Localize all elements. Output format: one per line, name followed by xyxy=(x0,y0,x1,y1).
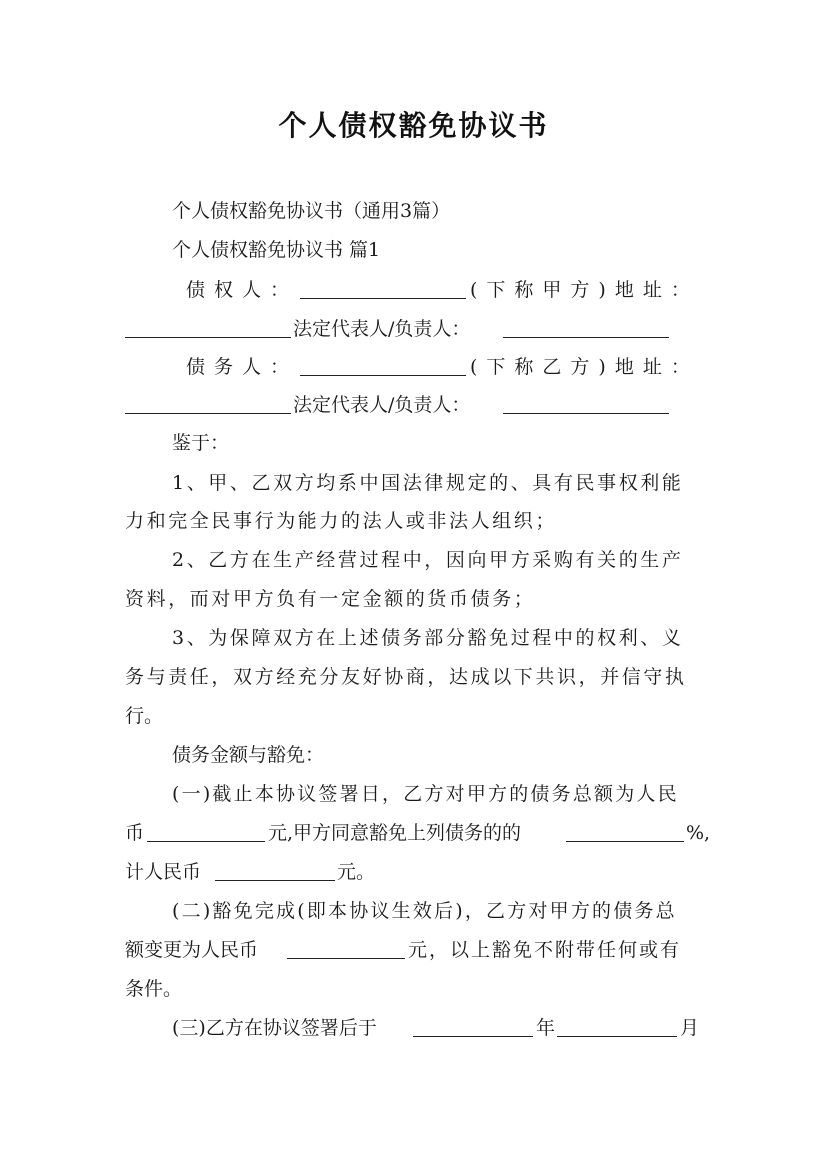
creditor-legal-rep-blank xyxy=(503,320,669,338)
item-1-line-1: (一)截止本协议签署日，乙方对甲方的债务总额为人民 xyxy=(172,783,679,805)
item-3-month-blank xyxy=(557,1019,677,1037)
item-3-year-blank xyxy=(413,1019,533,1037)
clause-3-line-2: 务与责任，双方经充分友好协商，达成以下共识，并信守执 xyxy=(125,666,687,688)
whereas-heading: 鉴于： xyxy=(172,432,230,454)
item-1-percent-sign: %, xyxy=(686,822,711,844)
item-1-prefix: 币 xyxy=(125,822,145,844)
item-1-mid: 元,甲方同意豁免上列债务的的 xyxy=(268,822,522,844)
debt-heading: 债务金额与豁免： xyxy=(172,744,325,766)
item-3-prefix: (三)乙方在协议签署后于 xyxy=(172,1017,377,1039)
clause-2-line-2: 资料，而对甲方负有一定金额的货币债务； xyxy=(125,588,536,610)
clause-1-line-2: 力和完全民事行为能力的法人或非法人组织； xyxy=(125,510,558,532)
clause-1-line-1: 1、甲、乙双方均系中国法律规定的、具有民事权利能 xyxy=(172,472,684,494)
item-3-year-label: 年 xyxy=(536,1017,556,1039)
creditor-label: 债权人： xyxy=(186,279,299,301)
item-1-percentage-blank xyxy=(566,824,684,842)
debtor-suffix: (下称乙方)地址： xyxy=(470,356,699,378)
creditor-address-blank xyxy=(125,320,291,338)
debtor-address-blank xyxy=(125,396,291,414)
debtor-legal-rep-blank xyxy=(503,396,669,414)
debtor-legal-rep-label: 法定代表人/负责人： xyxy=(293,394,471,416)
item-2-line-3: 条件。 xyxy=(125,978,183,1000)
debtor-line xyxy=(186,358,298,377)
item-1-line-3-prefix: 计人民币 xyxy=(125,861,202,883)
item-2-line-1: (二)豁免完成(即本协议生效后)，乙方对甲方的债务总 xyxy=(172,900,677,922)
item-1-line-3-suffix: 元。 xyxy=(337,861,376,883)
document-title: 个人债权豁免协议书 xyxy=(278,109,549,142)
item-1-total-amount-blank xyxy=(147,824,265,842)
creditor-line xyxy=(186,281,298,300)
clause-2-line-1: 2、乙方在生产经营过程中，因向甲方采购有关的生产 xyxy=(172,549,684,571)
item-3-month-label: 月 xyxy=(680,1017,700,1039)
clause-3-line-3: 行。 xyxy=(125,705,164,727)
debtor-name-blank xyxy=(300,358,466,376)
debtor-label: 债务人： xyxy=(186,356,299,378)
section-heading: 个人债权豁免协议书 篇1 xyxy=(172,239,381,261)
creditor-legal-rep-label: 法定代表人/负责人： xyxy=(293,318,471,340)
creditor-name-blank xyxy=(300,281,466,299)
item-2-remaining-amount-blank xyxy=(287,941,405,959)
item-2-line-2-prefix: 额变更为人民币 xyxy=(125,939,259,961)
document-subtitle: 个人债权豁免协议书（通用3篇） xyxy=(172,200,451,222)
item-1-waived-amount-blank xyxy=(215,863,335,881)
clause-3-line-1: 3、为保障双方在上述债务部分豁免过程中的权利、义 xyxy=(172,627,684,649)
item-2-line-2-suffix: 元，以上豁免不附带任何或有 xyxy=(408,939,682,961)
creditor-suffix: (下称甲方)地址： xyxy=(470,279,699,301)
